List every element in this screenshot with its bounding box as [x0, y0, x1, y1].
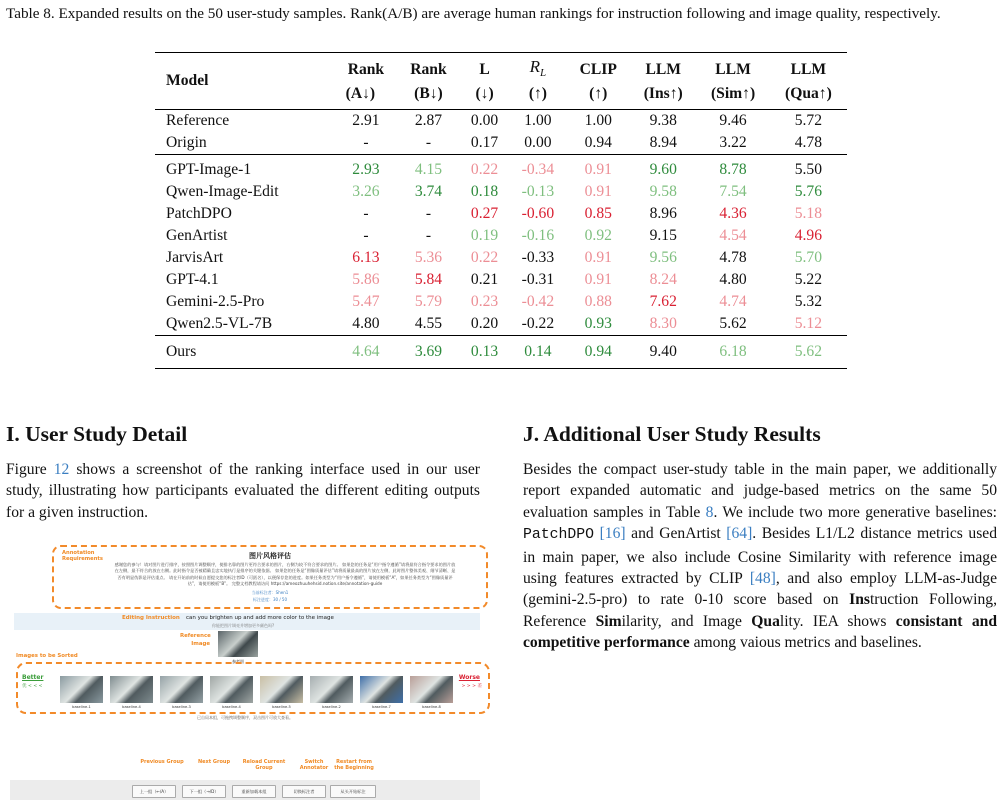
reference-image-label: Reference Image [180, 633, 211, 647]
header-sub-cell: (↑) [528, 84, 547, 102]
sortable-image-label: baseline-3 [172, 705, 191, 709]
sortable-image-label: baseline-4 [222, 705, 241, 709]
header-cell: $R_L$ [529, 57, 547, 80]
nav-button[interactable]: 切换标注者 [282, 785, 326, 798]
value-cell: 1.00 [584, 112, 612, 130]
value-cell: - [363, 205, 369, 223]
value-cell: 8.24 [649, 271, 677, 289]
sortable-image-label: baseline-4 [122, 705, 141, 709]
value-cell: 0.22 [470, 249, 499, 267]
value-cell: 4.74 [719, 293, 747, 311]
value-cell: -0.22 [521, 315, 555, 333]
value-cell: 0.85 [584, 205, 612, 223]
value-cell: 0.17 [470, 134, 499, 152]
section-i-paragraph: Figure 12 shows a screenshot of the ranking interface used in our user study, illustrating how participants evaluated the different editing outputs for a given instruction. [6, 461, 480, 521]
nav-label: Previous Group [140, 759, 184, 765]
worse-label: Worse [458, 674, 480, 681]
value-cell: 4.78 [719, 249, 747, 267]
nav-button[interactable]: 从头开始标注 [330, 785, 376, 798]
images-to-sort-label: Images to be Sorted [16, 653, 78, 659]
annotation-requirements-box [52, 545, 488, 609]
header-cell: LLM [645, 61, 681, 79]
header-sub-cell: (Ins↑) [643, 84, 683, 102]
table-row [155, 247, 847, 269]
sortable-image[interactable] [210, 676, 253, 703]
worse-sub: > > > 差 [461, 684, 482, 689]
value-cell: 5.22 [794, 271, 823, 289]
value-cell: 2.93 [352, 161, 380, 179]
value-cell: 3.69 [414, 343, 443, 361]
header-sub-cell: (↑) [589, 84, 608, 102]
sortable-image[interactable] [110, 676, 153, 703]
results-table [155, 52, 847, 369]
value-cell: 0.91 [584, 271, 612, 289]
table-row [155, 110, 847, 133]
nav-label: Restart from the Beginning [334, 759, 374, 771]
value-cell: 0.94 [584, 134, 612, 152]
nav-label: Switch Annotator [299, 759, 329, 771]
value-cell: -0.13 [521, 183, 555, 201]
citation-64[interactable]: [64] [726, 525, 753, 543]
annotation-label: Annotation Requirements [62, 550, 103, 562]
section-j-paragraph: Besides the compact user-study table in the main paper, we additionally report expanded automatic and judge-based metrics on the same 50 evaluation samples in Table 8. We include two more generative baselines: PatchDPO [16] and GenArtist [64]. Besides L1/L2 distance metrics used in main paper, we also include Cosine Similarity with reference image using features extracted by CLIP [48], and also employ LLM-as-Judge (gemini-2.5-pro) to rate 0-10 score based on Instruction Following, Reference Similarity, and Image Quality. IEA shows consistant and competitive performance among vaious metrics and baselines. [523, 461, 998, 652]
value-cell: 2.91 [352, 112, 380, 130]
value-cell: 1.00 [524, 112, 552, 130]
table-row [155, 269, 847, 291]
sortable-image-label: baseline-2 [322, 705, 341, 709]
user-study-screenshot [10, 545, 480, 800]
reference-image-caption: 参考图 [232, 659, 244, 664]
value-cell: - [425, 205, 432, 223]
value-cell: 9.58 [649, 183, 677, 201]
header-sub-cell: (B↓) [414, 84, 443, 102]
value-cell: 5.12 [794, 315, 823, 333]
value-cell: 7.54 [719, 183, 747, 201]
value-cell: 5.62 [719, 315, 747, 333]
value-cell: - [425, 134, 432, 152]
value-cell: 4.80 [719, 271, 747, 289]
header-sub-cell: (Qua↑) [785, 84, 832, 102]
nav-label: Reload Current Group [242, 759, 286, 771]
drag-hint: 已自局本组，可拖拽调整顺序，双击图片可放大查看。 [197, 715, 293, 720]
model-name-cell: Qwen-Image-Edit [166, 183, 279, 201]
figure-ref-link[interactable]: 12 [53, 461, 70, 478]
value-cell: -0.33 [521, 249, 555, 267]
value-cell: 8.78 [719, 161, 747, 179]
progress-label: 标注进度：30 / 50 [252, 597, 288, 602]
value-cell: 5.50 [794, 161, 823, 179]
value-cell: 0.91 [584, 183, 612, 201]
header-cell: CLIP [579, 61, 617, 79]
value-cell: 4.15 [414, 161, 443, 179]
section-i-title: I. User Study Detail [6, 422, 188, 446]
model-name-cell: Gemini-2.5-Pro [166, 293, 265, 311]
table-row [155, 203, 847, 225]
header-sub-cell: (↓) [475, 84, 494, 102]
value-cell: 5.70 [794, 249, 823, 267]
header-cell: LLM [790, 61, 827, 79]
value-cell: 0.91 [584, 249, 612, 267]
value-cell: - [363, 227, 369, 245]
nav-button[interactable]: 下一组（→/D） [182, 785, 226, 798]
table-row [155, 225, 847, 247]
figure-title: 图片风格评估 [249, 552, 291, 560]
model-name-cell: GPT-Image-1 [166, 161, 252, 179]
editing-instruction-sub: 你能把图片调亮并增加更多颜色吗? [212, 623, 275, 628]
value-cell: 4.78 [794, 134, 823, 152]
button-bar [10, 780, 480, 800]
value-cell: 3.22 [719, 134, 747, 152]
value-cell: 0.23 [470, 293, 499, 311]
sortable-image[interactable] [360, 676, 403, 703]
value-cell: 4.64 [352, 343, 380, 361]
model-name-cell: JarvisArt [166, 249, 224, 267]
value-cell: 0.19 [470, 227, 499, 245]
table-row [155, 132, 847, 155]
table-row [155, 155, 847, 182]
value-cell: -0.31 [521, 271, 555, 289]
value-cell: 7.62 [649, 293, 677, 311]
model-name-cell: GenArtist [166, 227, 228, 245]
model-name-cell: Qwen2.5-VL-7B [166, 315, 273, 333]
better-sub: 优 < < < [22, 684, 43, 689]
value-cell: 0.91 [584, 161, 612, 179]
sortable-image[interactable] [310, 676, 353, 703]
value-cell: 0.00 [524, 134, 552, 152]
value-cell: 4.54 [719, 227, 747, 245]
editing-instruction-bar [14, 613, 480, 630]
value-cell: 5.36 [414, 249, 443, 267]
value-cell: 0.27 [470, 205, 499, 223]
value-cell: 0.14 [524, 343, 552, 361]
sortable-image[interactable] [410, 676, 453, 703]
table-caption: Table 8. Expanded results on the 50 user-study samples. Rank(A/B) are average human rankings for instruction following and image quality, respectively. [6, 5, 941, 22]
value-cell: 9.15 [649, 227, 677, 245]
sortable-image[interactable] [260, 676, 303, 703]
header-cell: Model [166, 71, 209, 89]
value-cell: -0.42 [521, 293, 555, 311]
sortable-image-label: baseline-8 [422, 705, 441, 709]
value-cell: 4.80 [352, 315, 380, 333]
value-cell: -0.34 [521, 161, 555, 179]
value-cell: 0.88 [584, 293, 612, 311]
sortable-image[interactable] [60, 676, 103, 703]
value-cell: 4.36 [719, 205, 747, 223]
value-cell: 6.13 [352, 249, 380, 267]
value-cell: 0.93 [584, 315, 612, 333]
nav-button[interactable]: 重新加载本组 [232, 785, 276, 798]
sortable-image-label: baseline-1 [72, 705, 91, 709]
value-cell: 4.96 [794, 227, 823, 245]
value-cell: 0.13 [470, 343, 499, 361]
value-cell: 3.74 [414, 183, 443, 201]
section-j-title: J. Additional User Study Results [523, 422, 821, 446]
header-sub-cell: (A↓) [345, 84, 376, 102]
header-cell: L [479, 61, 490, 79]
header-sub-cell: (Sim↑) [710, 84, 756, 102]
value-cell: -0.60 [521, 205, 555, 223]
value-cell: 0.21 [470, 271, 499, 289]
model-name-cell: PatchDPO [166, 205, 232, 223]
table-row [155, 336, 847, 369]
value-cell: 9.38 [649, 112, 677, 130]
editing-instruction-text: can you brighten up and add more color to the image [186, 615, 334, 621]
header-cell: LLM [715, 61, 751, 79]
value-cell: 9.40 [649, 343, 677, 361]
table-row [155, 313, 847, 336]
nav-label: Next Group [197, 759, 231, 765]
model-name-cell: GPT-4.1 [166, 271, 219, 289]
editing-instruction-label: Editing Instruction [122, 615, 180, 621]
value-cell: 8.96 [649, 205, 677, 223]
table-row [155, 291, 847, 313]
value-cell: - [425, 227, 432, 245]
citation-16[interactable]: [16] [599, 525, 626, 543]
value-cell: 6.18 [719, 343, 747, 361]
value-cell: 5.76 [794, 183, 823, 201]
value-cell: 5.84 [414, 271, 443, 289]
value-cell: 5.62 [794, 343, 823, 361]
value-cell: -0.16 [521, 227, 555, 245]
sortable-image-label: baseline-5 [272, 705, 291, 709]
value-cell: 5.86 [352, 271, 380, 289]
header-cell: Rank [410, 61, 447, 79]
value-cell: 3.26 [352, 183, 380, 201]
nav-button[interactable]: 上一组（←/A） [132, 785, 176, 798]
value-cell: 0.00 [470, 112, 499, 130]
model-name-cell: Origin [166, 134, 207, 152]
value-cell: 0.22 [470, 161, 499, 179]
reference-image [218, 631, 258, 657]
annotator-label: 当前标注者：Shen1 [251, 590, 289, 595]
value-cell: 5.32 [794, 293, 823, 311]
table-ref-link[interactable]: 8 [705, 503, 714, 521]
model-name-cell: Reference [166, 112, 230, 130]
value-cell: 9.60 [649, 161, 677, 179]
sortable-image-label: baseline-7 [372, 705, 391, 709]
value-cell: 2.87 [414, 112, 443, 130]
header-cell: Rank [347, 61, 385, 79]
value-cell: - [363, 134, 369, 152]
value-cell: 8.94 [649, 134, 677, 152]
value-cell: 5.72 [794, 112, 823, 130]
value-cell: 4.55 [414, 315, 443, 333]
value-cell: 8.30 [649, 315, 677, 333]
model-name-cell: Ours [166, 343, 197, 361]
value-cell: 9.56 [649, 249, 677, 267]
value-cell: 0.20 [470, 315, 499, 333]
sortable-image[interactable] [160, 676, 203, 703]
value-cell: 5.47 [352, 293, 380, 311]
sortable-images-box [16, 662, 490, 714]
value-cell: 9.46 [719, 112, 747, 130]
better-label: Better [22, 674, 44, 681]
value-cell: 5.79 [414, 293, 443, 311]
annotation-text: 感谢您的参与！请对图片进行排序，按照图片调整顺序，使排名靠的图片更符合要求的图片，右侧为较不符合要求的图片。 如果您的任务是“用户指令遵循”请将最符合指令要求的图片放在左侧，最不符合的放在右侧。此时指令是否被精确且忠实地执行是排序的关键依据。 如果您的任务是“图像质量评估”请将质量最高的图片放在左侧，此时图片整体美观、细节清晰、是否有明显伪影是评估重点。 请在开始前的时候自愿提交您的标注者ID（可匿名），以便保存您的进度。如果任务类型为“用户指令遵循”，请使用模板“A”，如果任务类型为“图像质量评估”，请使用模板“B”。 完整文档教程请访问 https://ameozhuuhehsid.notion.site/annotation-guide [114, 562, 456, 586]
table-row [155, 181, 847, 203]
value-cell: 5.18 [794, 205, 823, 223]
value-cell: 0.18 [470, 183, 499, 201]
value-cell: 0.92 [584, 227, 612, 245]
value-cell: 0.94 [584, 343, 612, 361]
citation-48[interactable]: [48] [749, 570, 776, 588]
